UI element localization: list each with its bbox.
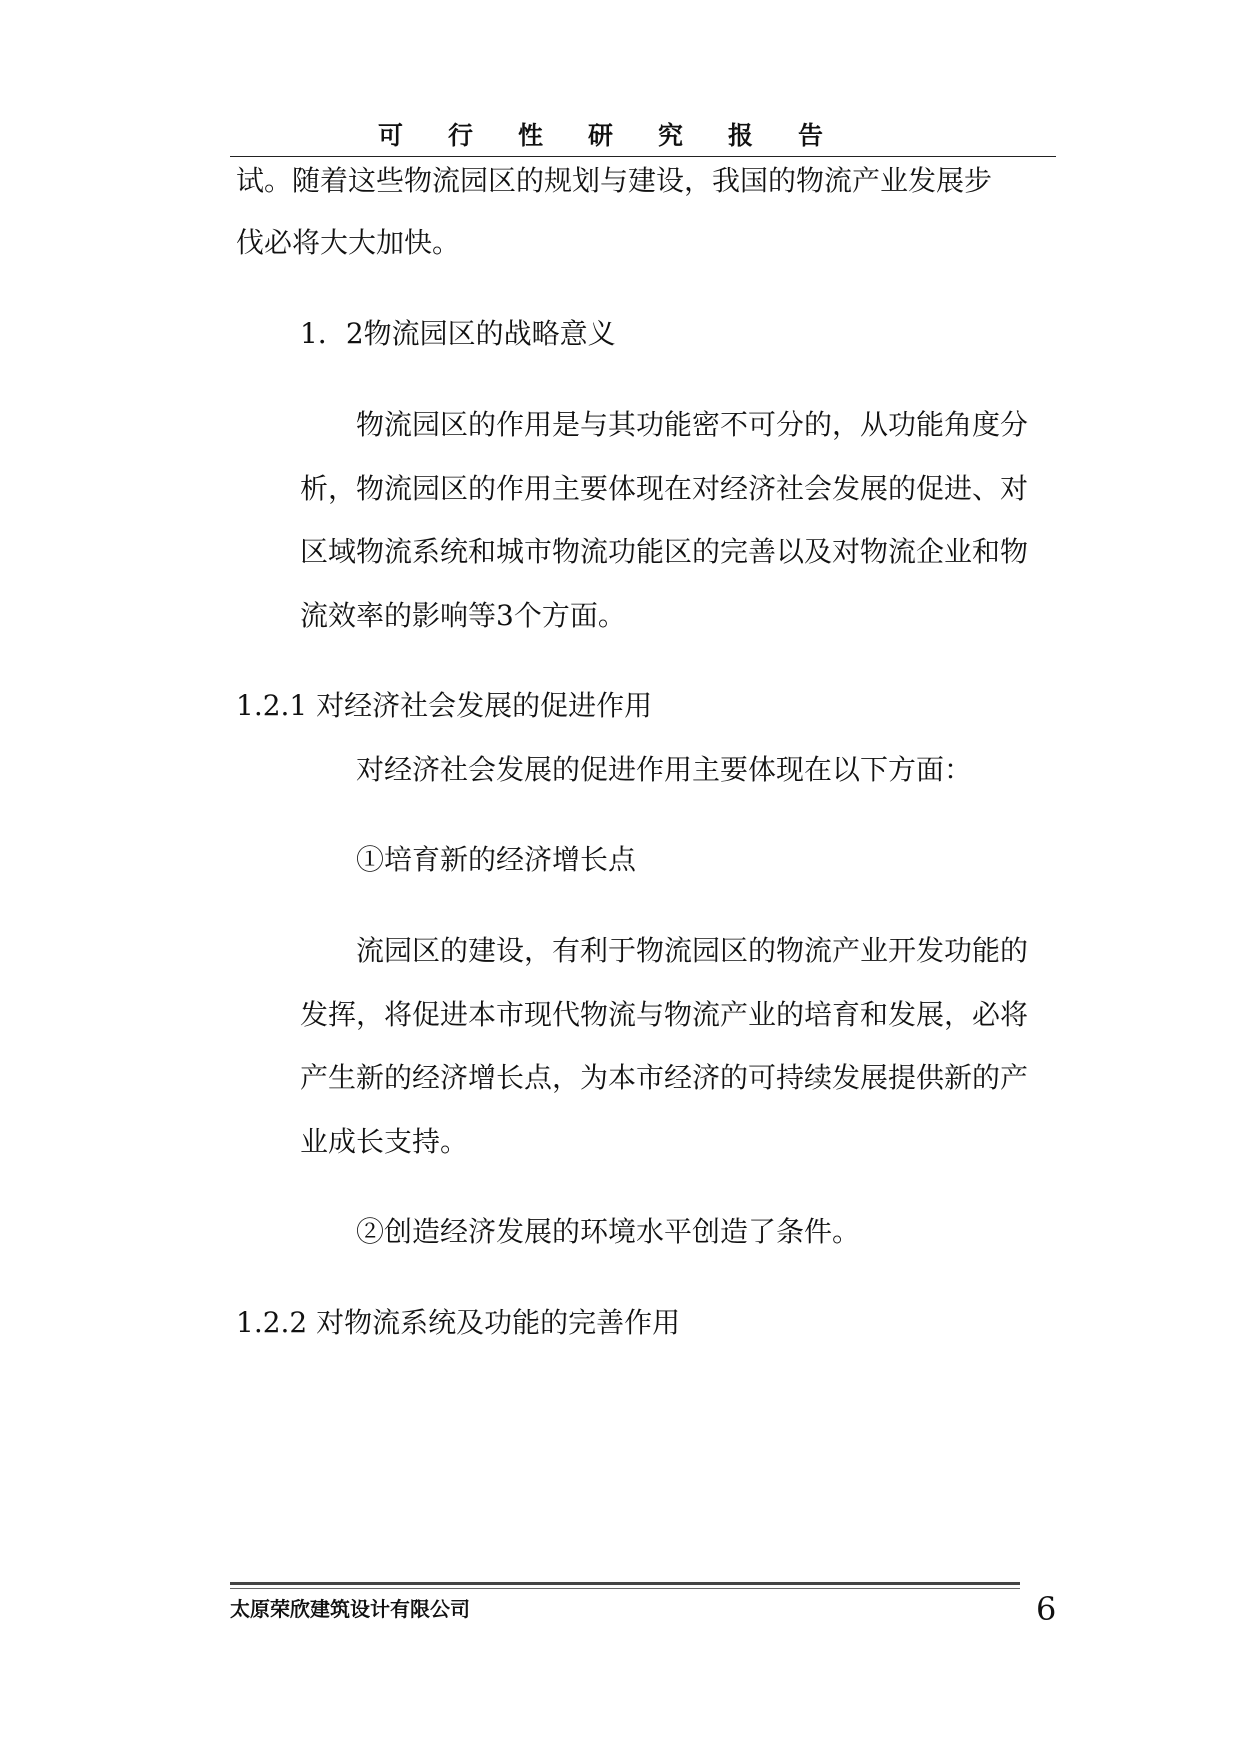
paragraph-line: 物流园区的作用是与其功能密不可分的，从功能角度分 [356, 408, 1029, 441]
paragraph-line: 业成长支持。 [300, 1125, 469, 1158]
paragraph-line: 析，物流园区的作用主要体现在对经济社会发展的促进、对 [300, 472, 1029, 505]
paragraph-line: 产生新的经济增长点，为本市经济的可持续发展提供新的产 [300, 1061, 1029, 1094]
section-heading-1-2-2: 1.2.2 对物流系统及功能的完善作用 [236, 1306, 681, 1339]
section-heading-1-2: 1．2物流园区的战略意义 [300, 317, 616, 350]
section-heading-1-2-1: 1.2.1 对经济社会发展的促进作用 [236, 689, 653, 722]
list-item: ①培育新的经济增长点 [356, 843, 637, 876]
paragraph-line: 流园区的建设，有利于物流园区的物流产业开发功能的 [356, 934, 1029, 967]
paragraph-line: 发挥，将促进本市现代物流与物流产业的培育和发展，必将 [300, 998, 1029, 1031]
paragraph-line: 伐必将大大加快。 [236, 226, 461, 259]
page-number: 6 [1036, 1590, 1057, 1628]
footer-divider [230, 1582, 1020, 1585]
paragraph-line: 流效率的影响等3个方面。 [300, 599, 626, 632]
paragraph-line: 区域物流系统和城市物流功能区的完善以及对物流企业和物 [300, 535, 1029, 568]
paragraph-line: 对经济社会发展的促进作用主要体现在以下方面： [356, 753, 973, 786]
header-divider [230, 156, 1056, 157]
list-item: ②创造经济发展的环境水平创造了条件。 [356, 1215, 861, 1248]
footer-divider-thin [230, 1588, 1020, 1589]
paragraph-line: 试。随着这些物流园区的规划与建设，我国的物流产业发展步 [236, 164, 993, 197]
report-title: 可行性研究报告 [378, 121, 869, 150]
company-name: 太原荣欣建筑设计有限公司 [230, 1597, 470, 1621]
